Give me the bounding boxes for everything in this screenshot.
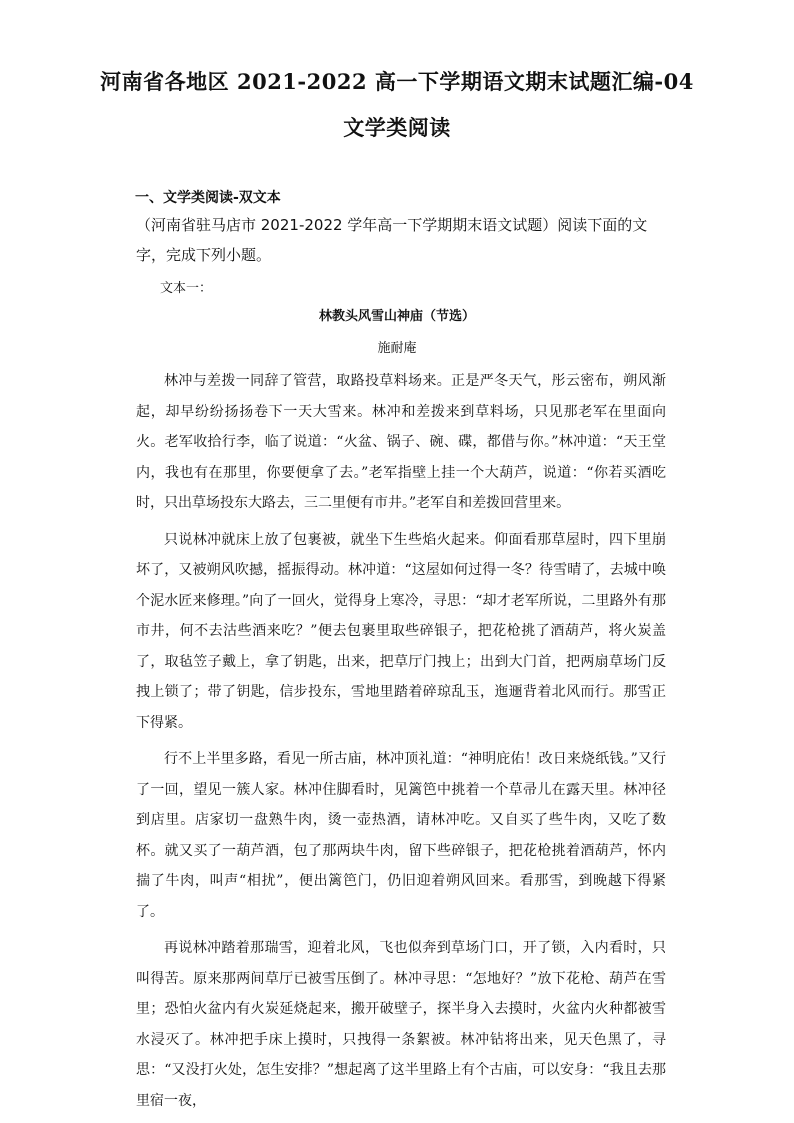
document-title-line1: 河南省各地区 2021-2022 高一下学期语文期末试题汇编-04	[100, 69, 694, 94]
story-body	[136, 366, 666, 1122]
question-source: （河南省驻马店市 2021-2022 学年高一下学期期末语文试题）阅读下面的文字，完成下列小题。	[136, 216, 648, 264]
story-author: 施耐庵	[377, 341, 417, 356]
paragraph: 行不上半里多路，看见一所古庙，林冲顶礼道：“神明庇佑！改日来烧纸钱。”又行了一回，望见一簇人家。林冲住脚看时，见篱笆中挑着一个草帚儿在露天里。林冲径到店里。店家切一盘熟牛肉，烫一壶热酒，请林冲吃。又自买了些牛肉，又吃了数杯。就又买了一葫芦酒，包了那两块牛肉，留下些碎银子，把花枪挑着酒葫芦，怀内揣了牛肉，叫声“相扰”，便出篱笆门，仍旧迎着朔风回来。看那雪，到晚越下得紧了。	[136, 751, 666, 920]
story-title: 林教头风雪山神庙（节选）	[318, 309, 475, 324]
text-label: 文本一：	[160, 281, 213, 296]
section-heading: 一、文学类阅读-双文本	[135, 190, 281, 206]
document-title-line2: 文学类阅读	[343, 115, 451, 140]
paragraph: 只说林冲就床上放了包裹被，就坐下生些焰火起来。仰面看那草屋时，四下里崩坏了，又被朔风吹撼，摇振得动。林冲道：“这屋如何过得一冬？待雪晴了，去城中唤个泥水匠来修理。”向了一回火，觉得身上寒冷，寻思：“却才老军所说，二里路外有那市井，何不去沽些酒来吃？”便去包裹里取些碎银子，把花枪挑了酒葫芦，将火炭盖了，取毡笠子戴上，拿了钥匙，出来，把草厅门拽上；出到大门首，把两扇草场门反拽上锁了；带了钥匙，信步投东，雪地里踏着碎琼乱玉，迤逦背着北风而行。那雪正下得紧。	[136, 531, 666, 731]
paragraph: 林冲与差拨一同辞了管营，取路投草料场来。正是严冬天气，彤云密布，朔风渐起，却早纷纷扬扬卷下一天大雪来。林冲和差拨来到草料场，只见那老军在里面向火。老军收拾行李，临了说道：“火盆、锅子、碗、碟，都借与你。”林冲道：“天王堂内，我也有在那里，你要便拿了去。”老军指壁上挂一个大葫芦，说道：“你若买酒吃时，只出草场投东大路去，三二里便有市井。”老军自和差拨回营里来。	[136, 373, 666, 511]
paragraph: 再说林冲踏着那瑞雪，迎着北风，飞也似奔到草场门口，开了锁，入内看时，只叫得苦。原来那两间草厅已被雪压倒了。林冲寻思：“怎地好？”放下花枪、葫芦在雪里；恐怕火盆内有火炭延烧起来，搬开破壁子，探半身入去摸时，火盆内火种都被雪水浸灭了。林冲把手床上摸时，只拽得一条絮被。林冲钻将出来，见天色黑了，寻思：“又没打火处，怎生安排？”想起离了这半里路上有个古庙，可以安身：“我且去那里宿一夜，	[136, 940, 666, 1109]
